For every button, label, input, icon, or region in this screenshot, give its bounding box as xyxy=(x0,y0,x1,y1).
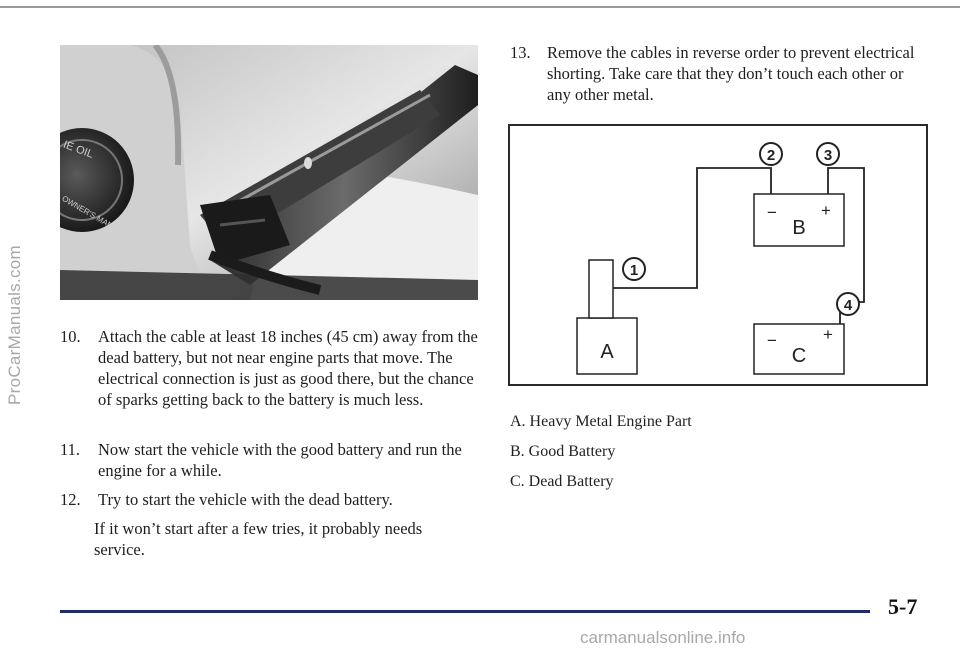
marker-2 xyxy=(760,143,782,165)
engine-clamp-photo xyxy=(60,45,478,300)
step-text: Try to start the vehicle with the dead battery. xyxy=(98,490,393,509)
side-watermark-text: ProCarManuals.com xyxy=(5,244,24,406)
svg-text:1: 1 xyxy=(629,262,639,279)
step-text: Remove the cables in reverse order to prevent electrical shorting. Take care that they don’t touch each other or any other metal. xyxy=(547,43,915,104)
legend-item-a: A. Heavy Metal Engine Part xyxy=(510,413,692,430)
diagram-svg xyxy=(510,126,926,384)
battery-c-minus: − xyxy=(767,331,777,350)
step-13 xyxy=(510,42,920,105)
marker-4 xyxy=(837,293,859,315)
marker-1 xyxy=(623,258,645,280)
footer-watermark: carmanualsonline.info xyxy=(580,628,746,647)
step-12 xyxy=(60,489,480,510)
jump-start-diagram xyxy=(508,124,928,386)
step-text: Now start the vehicle with the good battery and run the engine for a while. xyxy=(98,440,462,480)
marker-3 xyxy=(817,143,839,165)
step-text: Attach the cable at least 18 inches (45 cm) away from the dead battery, but not near engine parts that move. The electrical connection is just as good there, but the chance of sparks getting back to the battery is much less. xyxy=(98,327,478,409)
battery-c-label: C xyxy=(791,345,807,367)
battery-c-plus: + xyxy=(823,325,833,344)
step-number: 10. xyxy=(60,327,81,346)
step-11 xyxy=(60,439,480,481)
top-rule xyxy=(0,6,960,8)
svg-text:2: 2 xyxy=(766,147,776,164)
photo-illustration xyxy=(60,45,478,300)
legend-item-c: C. Dead Battery xyxy=(510,473,614,490)
cap-text-1: IE OIL xyxy=(61,138,95,161)
step-10 xyxy=(60,326,480,410)
battery-b-plus: + xyxy=(821,201,831,220)
step-number: 11. xyxy=(60,440,81,459)
engine-part-a-label: A xyxy=(600,341,614,363)
step-number: 12. xyxy=(60,490,81,509)
svg-text:3: 3 xyxy=(823,147,833,164)
svg-text:4: 4 xyxy=(843,297,853,314)
battery-b-minus: − xyxy=(767,203,777,222)
bottom-rule xyxy=(60,610,870,613)
cap-text-2: OWNER'S MANUAL xyxy=(60,193,129,239)
battery-b-label: B xyxy=(792,217,806,239)
side-watermark xyxy=(2,0,28,650)
page-number: 5-7 xyxy=(888,594,918,619)
step-number: 13. xyxy=(510,43,531,62)
engine-part-a-post xyxy=(589,260,613,318)
legend-item-b: B. Good Battery xyxy=(510,443,616,460)
step-12-note: If it won’t start after a few tries, it probably needs service. xyxy=(94,519,423,559)
